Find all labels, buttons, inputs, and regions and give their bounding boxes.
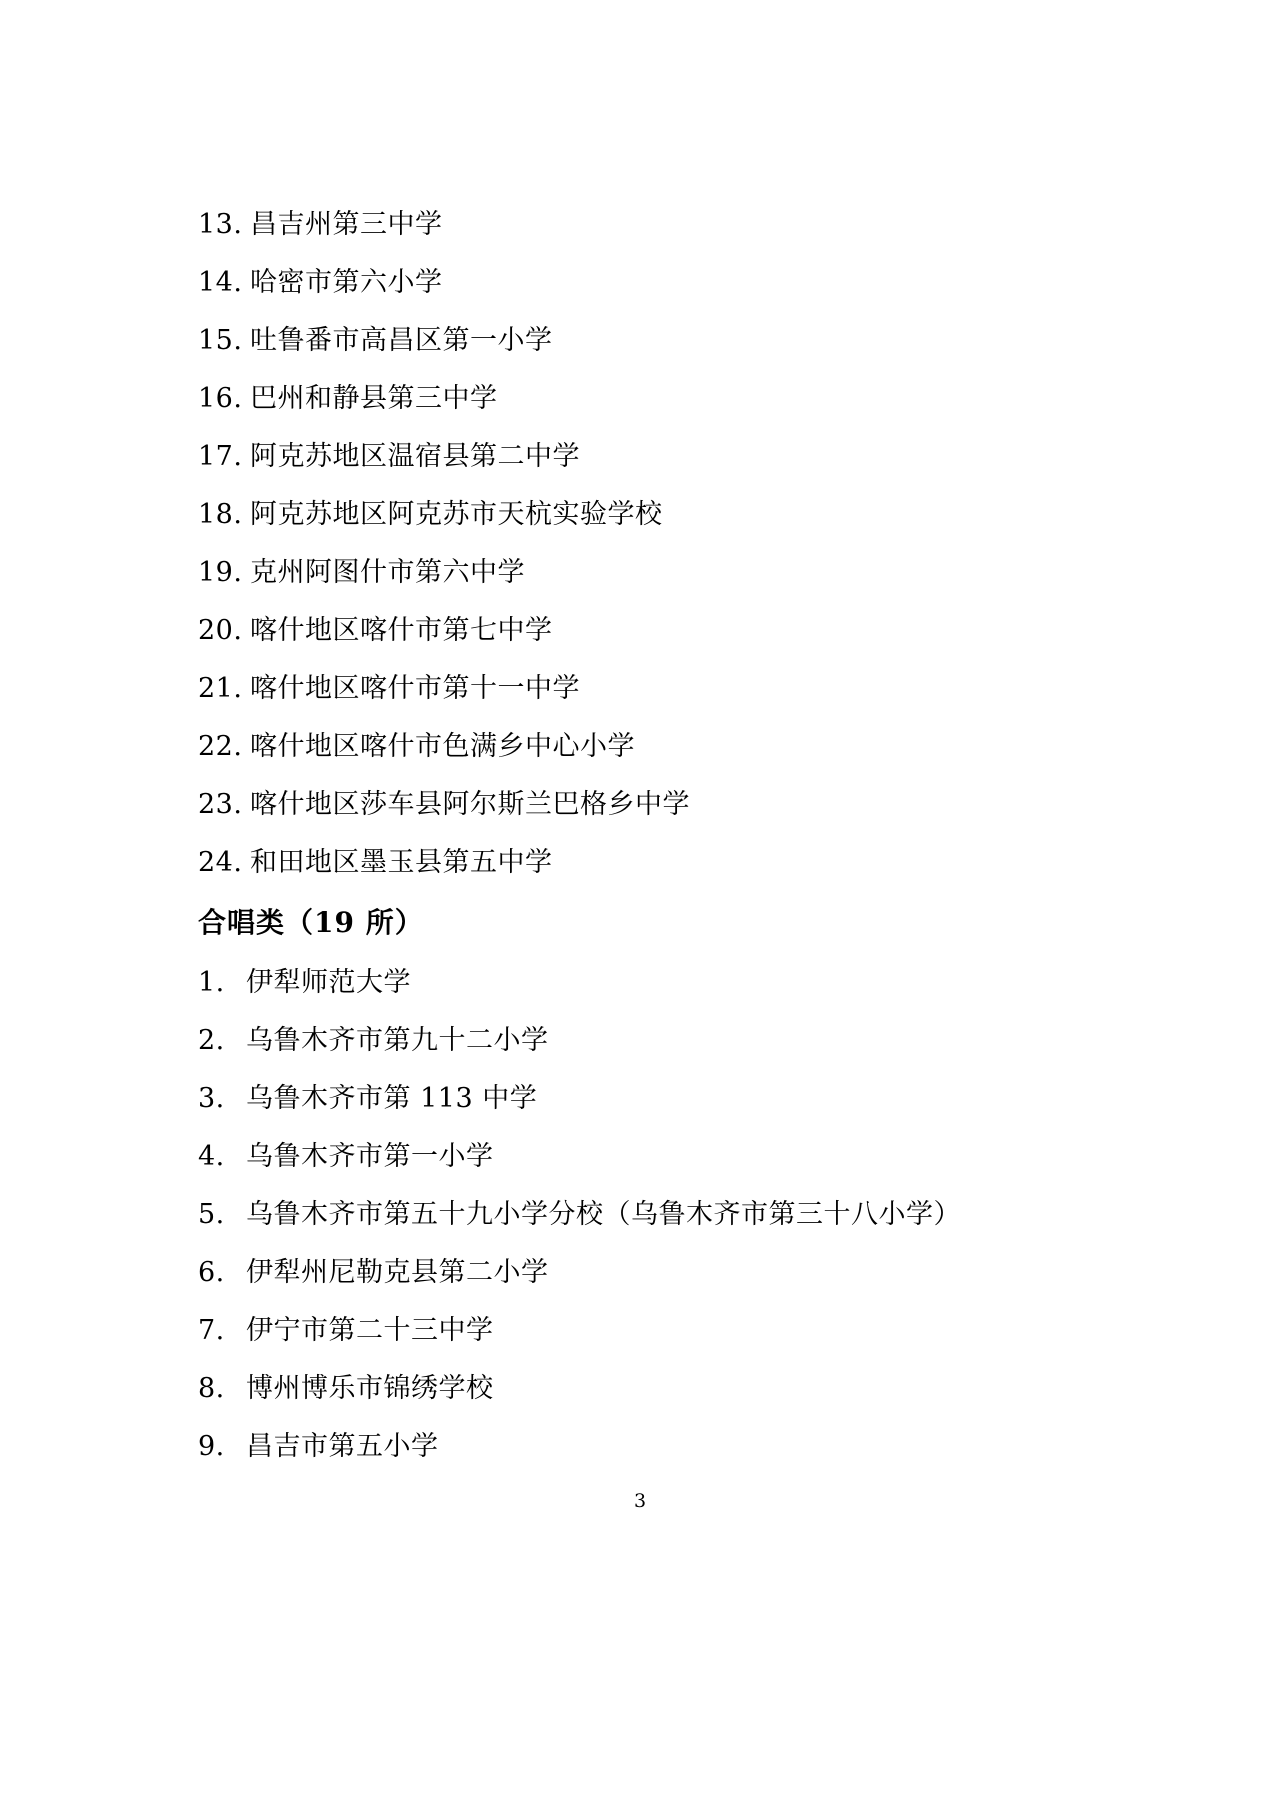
list-item-label: 乌鲁木齐市第九十二小学 (246, 1025, 549, 1056)
list-item (198, 1360, 1098, 1418)
list-item (198, 1418, 1098, 1476)
list-item-number: 21. (198, 673, 243, 704)
list-item-number: 17. (198, 441, 243, 472)
section-heading: 合唱类（19 所） (198, 906, 424, 939)
list-item-label: 伊犁师范大学 (246, 967, 411, 998)
list-item-number: 5. (198, 1199, 225, 1230)
list-item-number: 9. (198, 1431, 225, 1462)
list-item-number: 14. (198, 267, 243, 298)
list-item-number: 15. (198, 325, 243, 356)
list-item-number: 13. (198, 209, 243, 240)
list-item (198, 254, 1098, 312)
list-item-label: 昌吉州第三中学 (250, 209, 443, 240)
list-item (198, 428, 1098, 486)
list-item-label: 哈密市第六小学 (250, 267, 443, 298)
list-item-number: 6. (198, 1257, 225, 1288)
list-item-number: 2. (198, 1025, 225, 1056)
list-item (198, 312, 1098, 370)
list-item-number: 23. (198, 789, 243, 820)
list-item-label: 喀什地区喀什市第十一中学 (250, 673, 580, 704)
list-item (198, 1302, 1098, 1360)
list-item-label: 喀什地区喀什市色满乡中心小学 (250, 731, 635, 762)
list-item (198, 544, 1098, 602)
list-item-number: 4. (198, 1141, 225, 1172)
list-item-number: 3. (198, 1083, 225, 1114)
list-item-label: 乌鲁木齐市第五十九小学分校（乌鲁木齐市第三十八小学） (246, 1199, 961, 1230)
list-item-label: 喀什地区喀什市第七中学 (250, 615, 553, 646)
list-item (198, 1244, 1098, 1302)
list-item-label: 乌鲁木齐市第 113 中学 (246, 1083, 538, 1114)
list-item-label: 伊宁市第二十三中学 (246, 1315, 494, 1346)
list-item-label: 巴州和静县第三中学 (250, 383, 498, 414)
list-item (198, 1012, 1098, 1070)
list-item (198, 954, 1098, 1012)
list-item (198, 1128, 1098, 1186)
list-item-label: 阿克苏地区温宿县第二中学 (250, 441, 580, 472)
list-item (198, 718, 1098, 776)
list-item-label: 乌鲁木齐市第一小学 (246, 1141, 494, 1172)
page-number: 3 (633, 1490, 647, 1512)
list-item-label: 博州博乐市锦绣学校 (246, 1373, 494, 1404)
list-item (198, 196, 1098, 254)
list-item (198, 1186, 1098, 1244)
list-item (198, 486, 1098, 544)
list-item-number: 16. (198, 383, 243, 414)
list-item-number: 20. (198, 615, 243, 646)
list-item-label: 和田地区墨玉县第五中学 (250, 847, 553, 878)
list-item (198, 660, 1098, 718)
list-item (198, 834, 1098, 892)
list-item-label: 伊犁州尼勒克县第二小学 (246, 1257, 549, 1288)
list-item-label: 阿克苏地区阿克苏市天杭实验学校 (250, 499, 663, 530)
list-item-number: 19. (198, 557, 243, 588)
list-item (198, 370, 1098, 428)
list-item-number: 24. (198, 847, 243, 878)
list-item-number: 22. (198, 731, 243, 762)
document-body (198, 196, 1098, 1476)
list-item-label: 昌吉市第五小学 (246, 1431, 439, 1462)
list-item (198, 776, 1098, 834)
list-item-number: 18. (198, 499, 243, 530)
list-item-label: 吐鲁番市高昌区第一小学 (250, 325, 553, 356)
list-item-label: 喀什地区莎车县阿尔斯兰巴格乡中学 (250, 789, 690, 820)
list-item-number: 8. (198, 1373, 225, 1404)
list-item-number: 7. (198, 1315, 225, 1346)
list-item-number: 1. (198, 967, 225, 998)
list-item (198, 602, 1098, 660)
list-item-label: 克州阿图什市第六中学 (250, 557, 525, 588)
list-item (198, 1070, 1098, 1128)
